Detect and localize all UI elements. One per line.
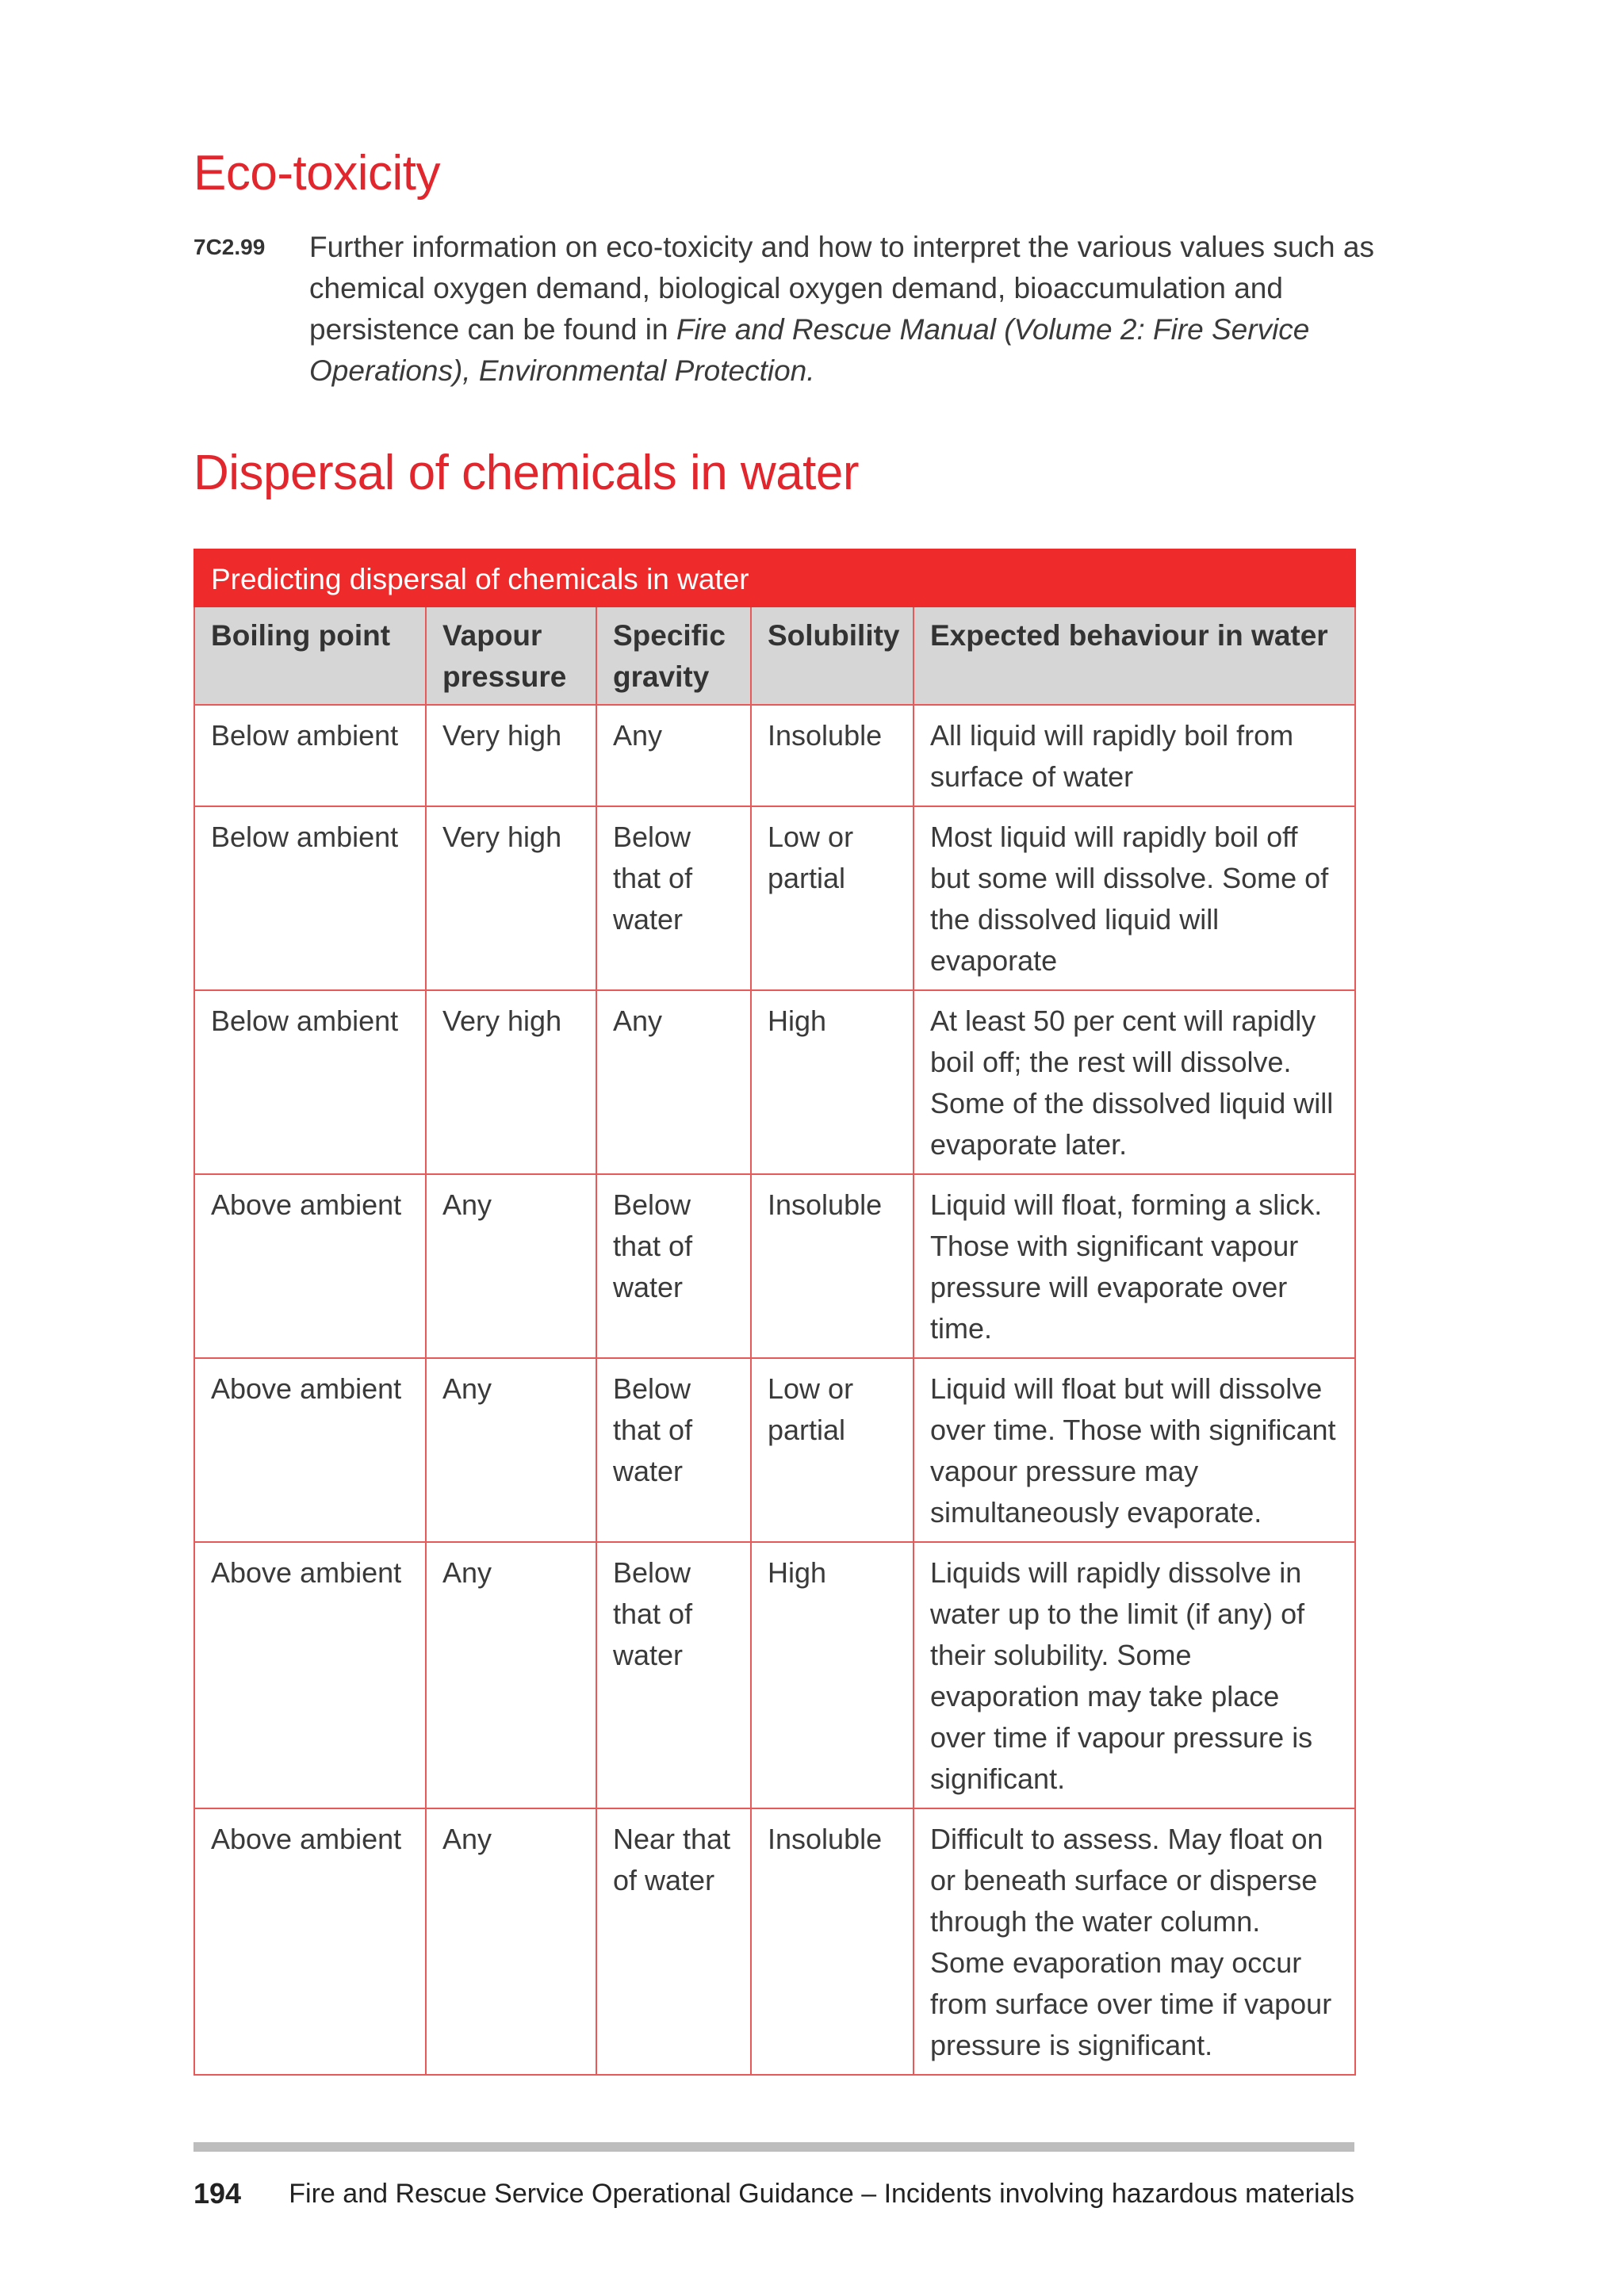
paragraph-number: 7C2.99: [193, 235, 266, 259]
eco-toxicity-heading: Eco-toxicity: [193, 146, 440, 201]
table-row: [194, 990, 1355, 1174]
cell-vapour-pressure: Very high: [426, 806, 596, 990]
cell-boiling-point: Below ambient: [194, 806, 426, 990]
cell-expected-behaviour: All liquid will rapidly boil from surface of water: [914, 705, 1355, 806]
header-boiling-point: Boiling point: [194, 607, 426, 705]
cell-expected-behaviour: At least 50 per cent will rapidly boil off; the rest will dissolve. Some of the dissolved liquid will evaporate later.: [914, 990, 1355, 1174]
table-row: [194, 1542, 1355, 1808]
cell-boiling-point: Above ambient: [194, 1542, 426, 1808]
header-solubility: Solubility: [751, 607, 914, 705]
cell-expected-behaviour: Liquid will float, forming a slick. Those with significant vapour pressure will evaporate over time.: [914, 1174, 1355, 1358]
cell-expected-behaviour: Most liquid will rapidly boil off but some will dissolve. Some of the dissolved liquid will evaporate: [914, 806, 1355, 990]
cell-solubility: High: [751, 990, 914, 1174]
table-header-row: [194, 607, 1355, 705]
cell-specific-gravity: Any: [596, 990, 751, 1174]
cell-specific-gravity: Below that of water: [596, 1542, 751, 1808]
cell-boiling-point: Below ambient: [194, 705, 426, 806]
dispersal-table: [193, 549, 1356, 2076]
cell-vapour-pressure: Any: [426, 1174, 596, 1358]
cell-boiling-point: Above ambient: [194, 1174, 426, 1358]
cell-specific-gravity: Any: [596, 705, 751, 806]
cell-specific-gravity: Below that of water: [596, 1358, 751, 1542]
header-expected-behaviour: Expected behaviour in water: [914, 607, 1355, 705]
cell-expected-behaviour: Difficult to assess. May float on or beneath surface or disperse through the water column. Some evaporation may occur from surface over time if vapour pressure is significant.: [914, 1808, 1355, 2075]
table-title-row: [194, 549, 1355, 607]
table-row: [194, 1174, 1355, 1358]
table-row: [194, 1358, 1355, 1542]
cell-vapour-pressure: Very high: [426, 705, 596, 806]
page-number: 194: [193, 2177, 242, 2210]
cell-boiling-point: Above ambient: [194, 1358, 426, 1542]
dispersal-heading: Dispersal of chemicals in water: [193, 446, 860, 500]
table-row: [194, 806, 1355, 990]
paragraph-reference: Fire and Rescue Manual (Volume 2: Fire Service Operations), Environmental Protection.: [309, 313, 1310, 387]
cell-vapour-pressure: Very high: [426, 990, 596, 1174]
paragraph-lead: Further information on eco-toxicity and how to interpret the various values such as chemical oxygen demand, biological oxygen demand, bioaccumulation and persistence can be found in: [309, 231, 1374, 346]
table-title: Predicting dispersal of chemicals in water: [194, 549, 1355, 607]
cell-boiling-point: Above ambient: [194, 1808, 426, 2075]
cell-vapour-pressure: Any: [426, 1808, 596, 2075]
table-row: [194, 705, 1355, 806]
cell-boiling-point: Below ambient: [194, 990, 426, 1174]
paragraph-text: [309, 227, 1388, 392]
header-vapour-pressure: Vapour pressure: [426, 607, 596, 705]
cell-solubility: Insoluble: [751, 1174, 914, 1358]
footer-document-title: Fire and Rescue Service Operational Guidance – Incidents involving hazardous materials: [289, 2179, 1354, 2209]
cell-solubility: Insoluble: [751, 1808, 914, 2075]
cell-solubility: Insoluble: [751, 705, 914, 806]
cell-expected-behaviour: Liquids will rapidly dissolve in water up to the limit (if any) of their solubility. Some evaporation may take place over time if vapour pressure is significant.: [914, 1542, 1355, 1808]
cell-solubility: Low or partial: [751, 1358, 914, 1542]
cell-specific-gravity: Near that of water: [596, 1808, 751, 2075]
cell-specific-gravity: Below that of water: [596, 1174, 751, 1358]
cell-solubility: Low or partial: [751, 806, 914, 990]
cell-expected-behaviour: Liquid will float but will dissolve over time. Those with significant vapour pressure may simultaneously evaporate.: [914, 1358, 1355, 1542]
footer-divider: [193, 2142, 1354, 2152]
cell-vapour-pressure: Any: [426, 1358, 596, 1542]
table-row: [194, 1808, 1355, 2075]
cell-specific-gravity: Below that of water: [596, 806, 751, 990]
header-specific-gravity: Specific gravity: [596, 607, 751, 705]
cell-solubility: High: [751, 1542, 914, 1808]
cell-vapour-pressure: Any: [426, 1542, 596, 1808]
